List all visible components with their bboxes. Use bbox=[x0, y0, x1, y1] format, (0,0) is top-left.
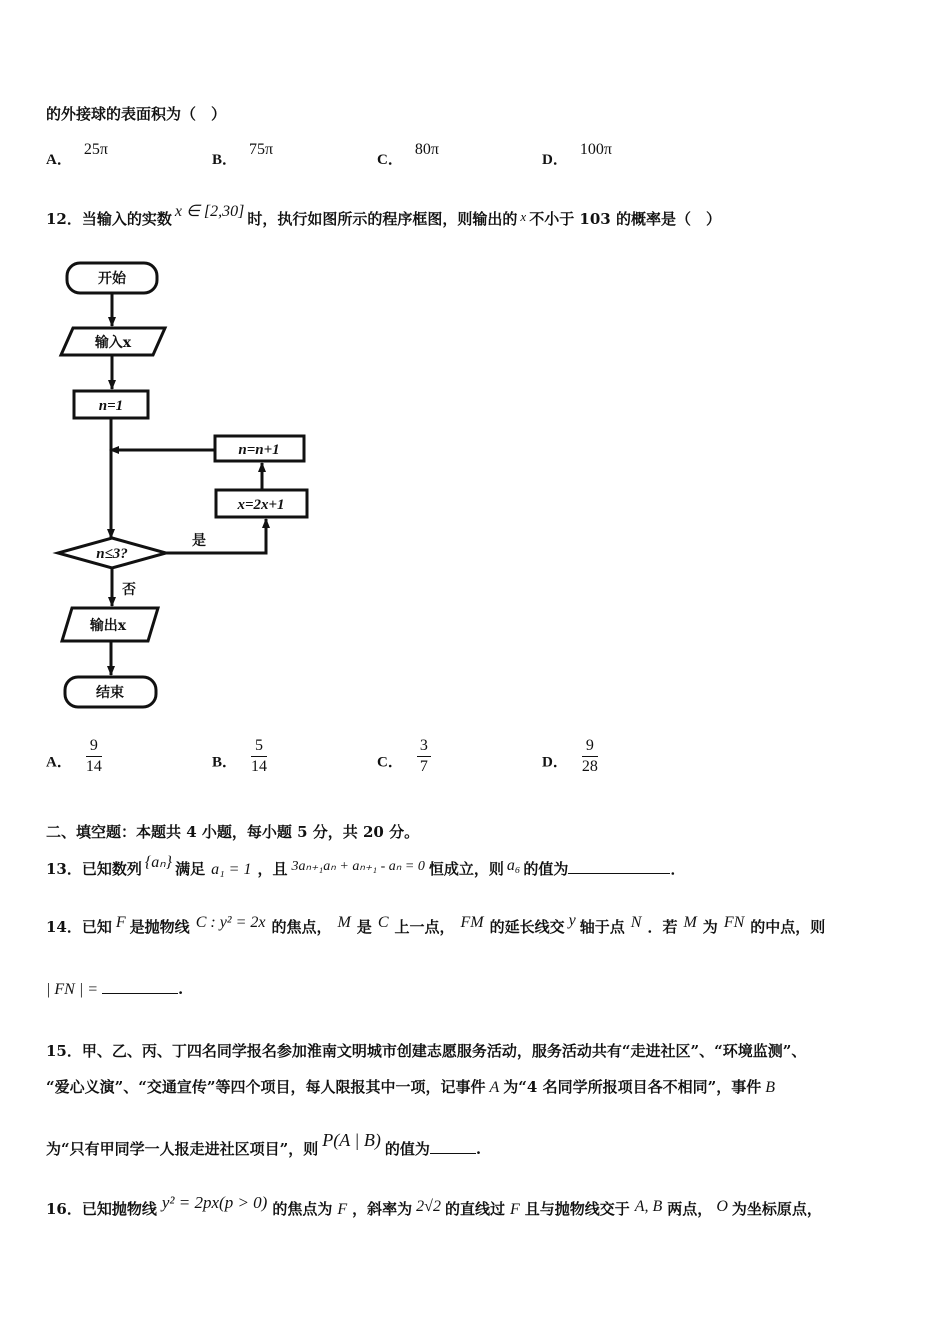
q12-option-a[interactable]: A． $\frac{9}{14}$ bbox=[46, 737, 102, 775]
q12-option-b[interactable]: B． $\frac{5}{14}$ bbox=[212, 737, 268, 775]
flow-yes-label: 是 bbox=[192, 533, 206, 549]
flow-increment-label: n=n+1 bbox=[238, 442, 280, 458]
q15-line-3: 为“只有甲同学一人报走进社区项目”，则 P(A | B) 的值为 . bbox=[46, 1130, 482, 1158]
q12-stem: 12．当输入的实数 x ∈ [2,30] 时，执行如图所示的程序框图，则输出的 x 不小于 103 的概率是（ ） bbox=[46, 203, 721, 228]
section-heading: 二、填空题：本题共 4 小题，每小题 5 分，共 20 分。 bbox=[46, 823, 420, 841]
flow-output-label: 输出x bbox=[89, 618, 127, 634]
q11-stem-tail: 的外接球的表面积为（ ） bbox=[46, 105, 227, 123]
answer-blank[interactable] bbox=[102, 979, 178, 994]
answer-blank[interactable] bbox=[430, 1139, 476, 1154]
q14-stem: 14．已知 F 是抛物线 C : y² = 2x 的焦点， M 是 C 上一点， FM 的延长线交 y 轴于点 N ．若 M 为 FN 的中点，则 bbox=[46, 912, 826, 936]
answer-blank[interactable] bbox=[568, 859, 670, 874]
q11-option-c[interactable]: C．80π bbox=[377, 141, 439, 168]
q11-option-d[interactable]: D．100π bbox=[542, 141, 612, 168]
flow-condition-label: n≤3? bbox=[96, 546, 128, 562]
fraction: $\frac{5}{14}$ bbox=[251, 737, 268, 775]
q11-option-b[interactable]: B．75π bbox=[212, 141, 274, 168]
q12-option-c[interactable]: C． $\frac{3}{7}$ bbox=[377, 742, 431, 783]
flow-update-label: x=2x+1 bbox=[237, 497, 285, 513]
flow-start-label: 开始 bbox=[98, 271, 126, 287]
fraction: $\frac{9}{28}$ bbox=[581, 737, 598, 775]
q14-answer-line: | FN | = . bbox=[46, 980, 184, 998]
fraction: $\frac{9}{14}$ bbox=[85, 737, 102, 775]
flow-input-label: 输入x bbox=[94, 335, 132, 351]
q15-line-2: “爱心义演”、“交通宣传”等四个项目，每人限报其中一项，记事件 A 为“4 名同学所报项目各不相同”，事件 B bbox=[46, 1078, 775, 1096]
q12-option-d[interactable]: D． $\frac{9}{28}$ bbox=[542, 737, 598, 775]
q15-line-1: 15．甲、乙、丙、丁四名同学报名参加淮南文明城市创建志愿服务活动，服务活动共有“走进社区”、“环境监测”、 bbox=[46, 1042, 807, 1060]
q13-stem: 13．已知数列 {aₙ} 满足 a₁ = 1 ，且 3aₙ₊₁aₙ + aₙ₊₁ - aₙ = 0 恒成立，则 a₆ 的值为 ． bbox=[46, 854, 686, 878]
flow-end-label: 结束 bbox=[96, 685, 124, 701]
fraction: $\frac{3}{7}$ bbox=[417, 736, 431, 777]
q16-stem: 16．已知抛物线 y² = 2px(p > 0) 的焦点为 F ，斜率为 2√2 的直线过 F 且与抛物线交于 A, B 两点， O 为坐标原点， bbox=[46, 1193, 822, 1218]
flow-no-label: 否 bbox=[122, 582, 136, 598]
q11-option-a[interactable]: A．25π bbox=[46, 141, 108, 168]
flow-init-label: n=1 bbox=[98, 398, 124, 414]
